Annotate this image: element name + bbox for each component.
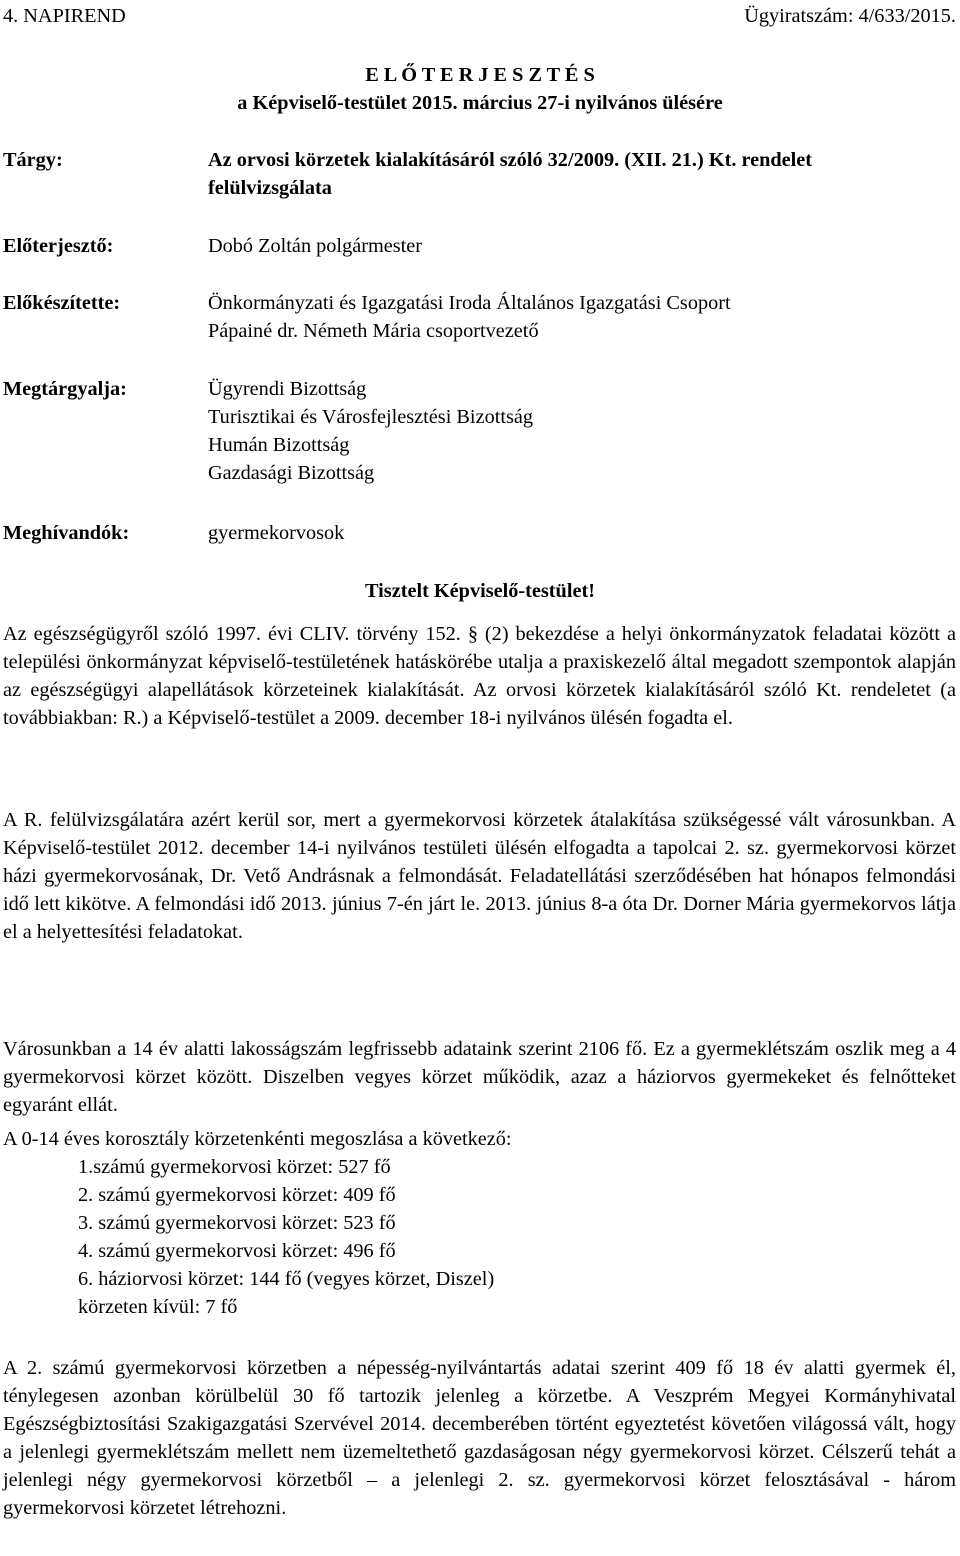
salutation: Tisztelt Képviselő-testület! [365,580,595,602]
committee-list [208,375,956,487]
document-title: E L Ő T E R J E S Z T É S [365,64,595,86]
agenda-number: 4. NAPIREND [3,5,126,27]
presenter-value: Dobó Zoltán polgármester [208,235,423,257]
prepared-person: Pápainé dr. Németh Mária csoportvezető [208,320,539,342]
list-item: 1.számú gyermekorvosi körzet: 527 fő [78,1156,391,1178]
paragraph-text: A R. felülvizsgálatára azért kerül sor, mert a gyermekorvosi körzetek átalakítása szükségessé vált városunkban. A Képviselő-testület 2012. december 14-i nyilvános testületi ülésén elfogadta a tapolcai 2. sz. gyermekorvosi körzet házi gyermekorvosának, Dr. Vető Andrásnak a felmondását. Feladatellátási szerződésében hat hónapos felmondási idő lett kikötve. A felmondási idő 2013. június 7-én járt le. 2013. június 8-a óta Dr. Dorner Mária gyermekorvos látja el a helyettesítési feladatokat. [3,809,956,943]
prepared-value [208,289,956,345]
paragraph-3 [3,1035,956,1119]
paragraph-5 [3,1354,956,1522]
subject-label: Tárgy: [3,149,63,171]
list-item: 4. számú gyermekorvosi körzet: 496 fő [78,1240,396,1262]
paragraph-text: Városunkban a 14 év alatti lakosságszám legfrissebb adataink szerint 2106 fő. Ez a gyermeklétszám oszlik meg a 4 gyermekorvosi körzet között. Diszelben vegyes körzet működik, azaz a háziorvos gyermekeket és felnőtteket egyaránt ellát. [3,1038,956,1116]
prepared-label: Előkészítette: [3,292,121,314]
paragraph-2 [3,806,956,946]
list-item: 6. háziorvosi körzet: 144 fő (vegyes körzet, Diszel) [78,1268,495,1290]
discussed-label: Megtárgyalja: [3,378,127,400]
presenter-label: Előterjesztő: [3,235,114,257]
paragraph-text: Az egészségügyről szóló 1997. évi CLIV. törvény 152. § (2) bekezdése a helyi önkormányzatok feladatai között a települési önkormányzat képviselő-testületének hatáskörébe utalja a praxiskezelő által megadott szempontok alapján az egészségügyi alapellátások körzeteinek kialakítását. Az orvosi körzetek kialakításáról szóló Kt. rendeletet (a továbbiakban: R.) a Képviselő-testület a 2009. december 18-i nyilvános ülésén fogadta el. [3,623,956,729]
committee-item: Gazdasági Bizottság [208,462,375,484]
paragraph-text: A 2. számú gyermekorvosi körzetben a népesség-nyilvántartás adatai szerint 409 fő 18 év alatti gyermek él, ténylegesen azonban körülbelül 30 fő tartozik jelenleg a körzetbe. A Veszprém Megyei Kormányhivatal Egészségbiztosítási Szakigazgatási Szervével 2014. decemberében történt egyeztetést követően világossá vált, hogy a jelenlegi gyermeklétszám mellett nem üzemeltethető gazdaságosan négy gyermekorvosi körzet. Célszerű tehát a jelenlegi négy gyermekorvosi körzetből – a jelenlegi 2. sz. gyermekorvosi körzet felosztásával - három gyermekorvosi körzetet létrehozni. [3,1357,956,1519]
paragraph-text: A 0-14 éves korosztály körzetenkénti megoszlása a következő: [3,1128,512,1150]
invited-value: gyermekorvosok [208,522,345,544]
invited-label: Meghívandók: [3,522,130,544]
distribution-intro [3,1125,956,1153]
case-number: Ügyiratszám: 4/633/2015. [744,5,956,27]
list-item: 2. számú gyermekorvosi körzet: 409 fő [78,1184,396,1206]
committee-item: Ügyrendi Bizottság [208,378,367,400]
prepared-office: Önkormányzati és Igazgatási Iroda Általános Igazgatási Csoport [208,292,731,314]
list-item: körzeten kívül: 7 fő [78,1296,238,1318]
subject-line: Az orvosi körzetek kialakításáról szóló 32/2009. (XII. 21.) Kt. rendelet [208,149,813,171]
list-item: 3. számú gyermekorvosi körzet: 523 fő [78,1212,396,1234]
document-subtitle: a Képviselő-testület 2015. március 27-i nyilvános ülésére [237,92,723,114]
paragraph-1 [3,620,956,732]
committee-item: Turisztikai és Városfejlesztési Bizottság [208,406,534,428]
committee-item: Humán Bizottság [208,434,350,456]
subject-value [208,146,956,202]
subject-line: felülvizsgálata [208,177,332,199]
distribution-list [78,1153,494,1321]
